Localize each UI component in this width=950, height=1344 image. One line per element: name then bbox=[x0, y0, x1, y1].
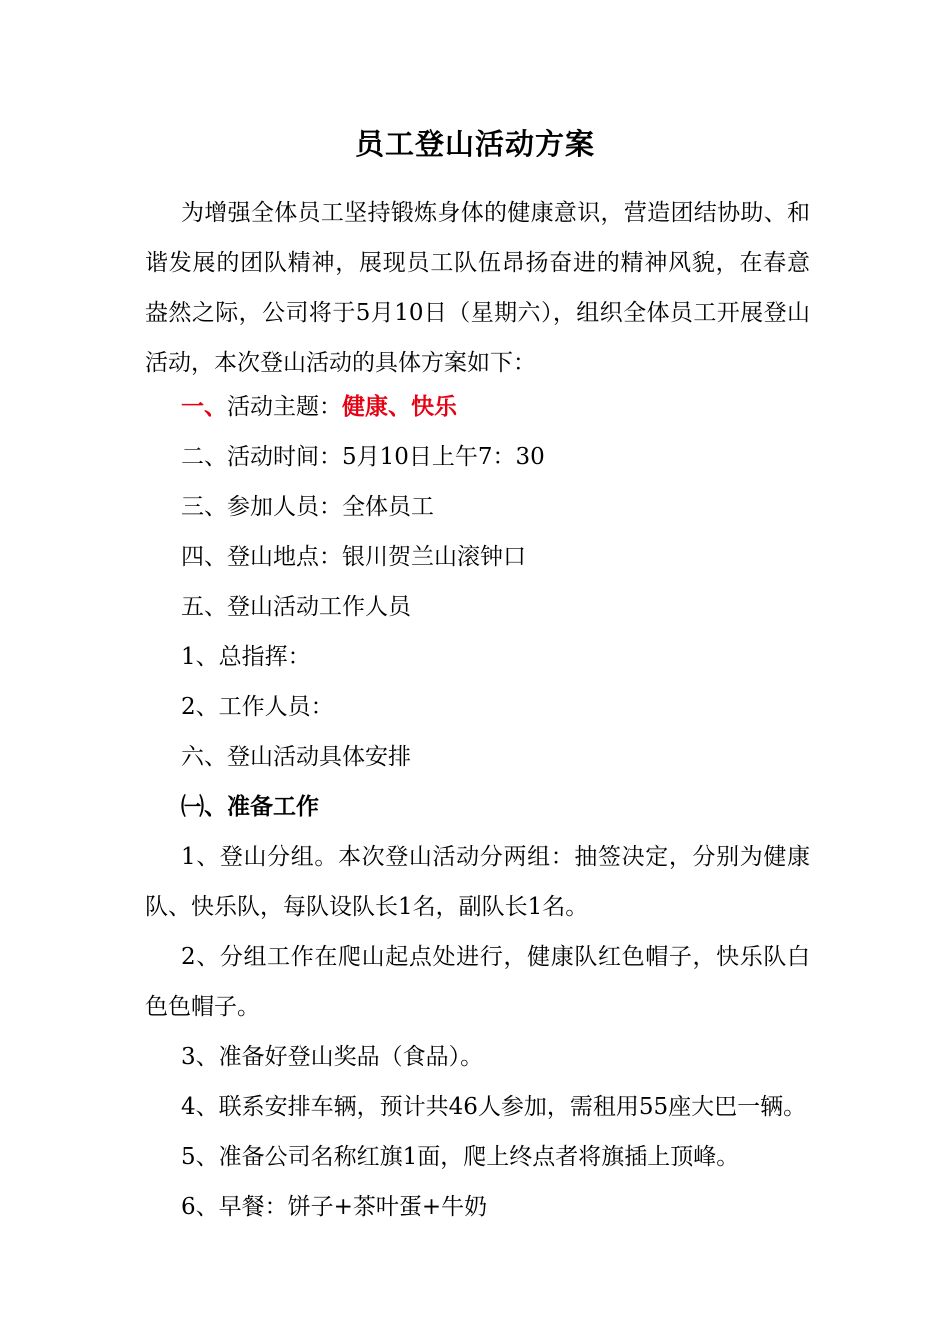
item-staff: 五、登山活动工作人员 bbox=[181, 594, 411, 620]
item-participants: 三、参加人员：全体员工 bbox=[181, 494, 434, 520]
prep-item-6: 6、早餐：饼子+茶叶蛋+牛奶 bbox=[181, 1194, 488, 1220]
prep-item-4: 4、联系安排车辆，预计共46人参加，需租用55座大巴一辆。 bbox=[181, 1094, 807, 1120]
prep-item-5: 5、准备公司名称红旗1面，爬上终点者将旗插上顶峰。 bbox=[181, 1144, 740, 1170]
prep-item-1: 1、登山分组。本次登山活动分两组：抽签决定，分别为健康队、快乐队，每队设队长1名，副队长1名。 bbox=[145, 844, 810, 920]
item-time: 二、活动时间：5月10日上午7：30 bbox=[181, 444, 545, 470]
intro-paragraph: 为增强全体员工坚持锻炼身体的健康意识，营造团结协助、和谐发展的团队精神，展现员工队伍昂扬奋进的精神风貌，在春意盎然之际，公司将于5月10日（星期六），组织全体员工开展登山活动，本次登山活动的具体方案如下： bbox=[145, 200, 810, 376]
item-arrangement: 六、登山活动具体安排 bbox=[181, 744, 411, 770]
item-theme-number: 一、 bbox=[181, 393, 227, 420]
item-theme bbox=[181, 390, 457, 424]
item-theme-value: 健康、快乐 bbox=[342, 393, 457, 420]
prep-item-3: 3、准备好登山奖品（食品）。 bbox=[181, 1044, 484, 1070]
subheading-preparation: ㈠、准备工作 bbox=[181, 793, 319, 820]
document-title: 员工登山活动方案 bbox=[354, 127, 595, 161]
item-location: 四、登山地点：银川贺兰山滚钟口 bbox=[181, 544, 526, 570]
prep-item-2: 2、分组工作在爬山起点处进行，健康队红色帽子，快乐队白色色帽子。 bbox=[145, 944, 810, 1020]
item-staff-commander: 1、总指挥： bbox=[181, 644, 311, 670]
item-theme-label: 活动主题： bbox=[227, 394, 342, 420]
item-staff-workers: 2、工作人员： bbox=[181, 694, 334, 720]
